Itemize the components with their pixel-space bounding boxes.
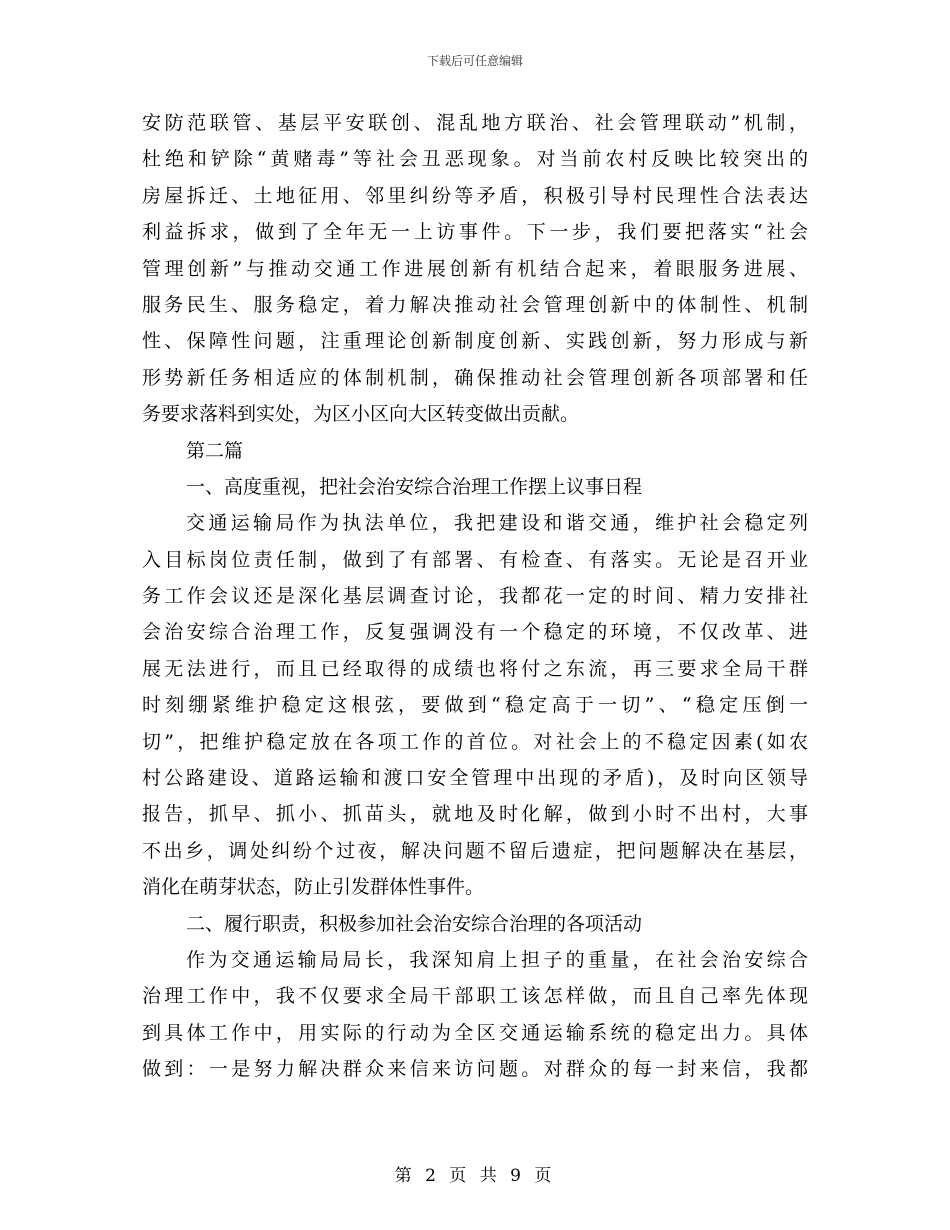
- page-number-footer: 第 2 页 共 9 页: [394, 1166, 556, 1186]
- text-line: 二、履行职责，积极参加社会治安综合治理的各项活动: [186, 912, 643, 935]
- text-line: 服务民生、服务稳定，着力解决推动社会管理创新中的体制性、机制: [142, 293, 808, 316]
- text-line: 切”，把维护稳定放在各项工作的首位。对社会上的不稳定因素(如农: [142, 730, 808, 753]
- text-line: 利益拆求，做到了全年无一上访事件。下一步，我们要把落实“社会: [142, 221, 808, 244]
- text-line: 不出乡，调处纠纷个过夜，解决问题不留后遗症，把问题解决在基层，: [142, 839, 808, 862]
- text-line: 会治安综合治理工作，反复强调没有一个稳定的环境，不仅改革、进: [142, 621, 808, 644]
- text-line: 房屋拆迁、土地征用、邻里纠纷等矛盾，积极引导村民理性合法表达: [142, 184, 808, 207]
- text-line: 形势新任务相适应的体制机制，确保推动社会管理创新各项部署和任: [142, 366, 808, 389]
- text-line: 务工作会议还是深化基层调查讨论，我都花一定的时间、精力安排社: [142, 585, 808, 608]
- text-line: 管理创新”与推动交通工作进展创新有机结合起来，着眼服务进展、: [142, 257, 808, 280]
- text-line: 务要求落料到实处，为区小区向大区转变做出贡献。: [142, 403, 580, 426]
- text-line: 安防范联管、基层平安联创、混乱地方联治、社会管理联动”机制，: [142, 112, 808, 134]
- text-line: 报告，抓早、抓小、抓苗头，就地及时化解，做到小时不出村，大事: [142, 803, 808, 826]
- text-line: 消化在萌芽状态，防止引发群体性事件。: [142, 876, 485, 899]
- page-header: 下载后可任意编辑: [426, 54, 523, 68]
- text-line: 杜绝和铲除“黄赌毒”等社会丑恶现象。对当前农村反映比较突出的: [142, 148, 808, 171]
- text-line: 一、高度重视，把社会治安综合治理工作摆上议事日程: [186, 475, 643, 498]
- text-line: 时刻绷紧维护稳定这根弦，要做到“稳定高于一切”、“稳定压倒一: [142, 694, 808, 717]
- text-line: 治理工作中，我不仅要求全局干部职工该怎样做，而且自己率先体现: [142, 985, 808, 1008]
- text-line: 性、保障性问题，注重理论创新制度创新、实践创新，努力形成与新: [142, 330, 808, 353]
- text-line: 作为交通运输局局长，我深知肩上担子的重量，在社会治安综合: [186, 948, 808, 971]
- text-line: 村公路建设、道路运输和渡口安全管理中出现的矛盾)，及时向区领导: [142, 767, 808, 790]
- text-line: 展无法进行，而且已经取得的成绩也将付之东流，再三要求全局干群: [142, 657, 808, 680]
- document-body: [142, 105, 808, 1088]
- text-line: 到具体工作中，用实际的行动为全区交通运输系统的稳定出力。具体: [142, 1021, 808, 1044]
- text-line: 入目标岗位责任制，做到了有部署、有检查、有落实。无论是召开业: [142, 548, 808, 571]
- text-line: 做到：一是努力解决群众来信来访问题。对群众的每一封来信，我都: [142, 1058, 808, 1081]
- text-line: 交通运输局作为执法单位，我把建设和谐交通，维护社会稳定列: [186, 512, 808, 535]
- text-line: 第二篇: [186, 439, 244, 462]
